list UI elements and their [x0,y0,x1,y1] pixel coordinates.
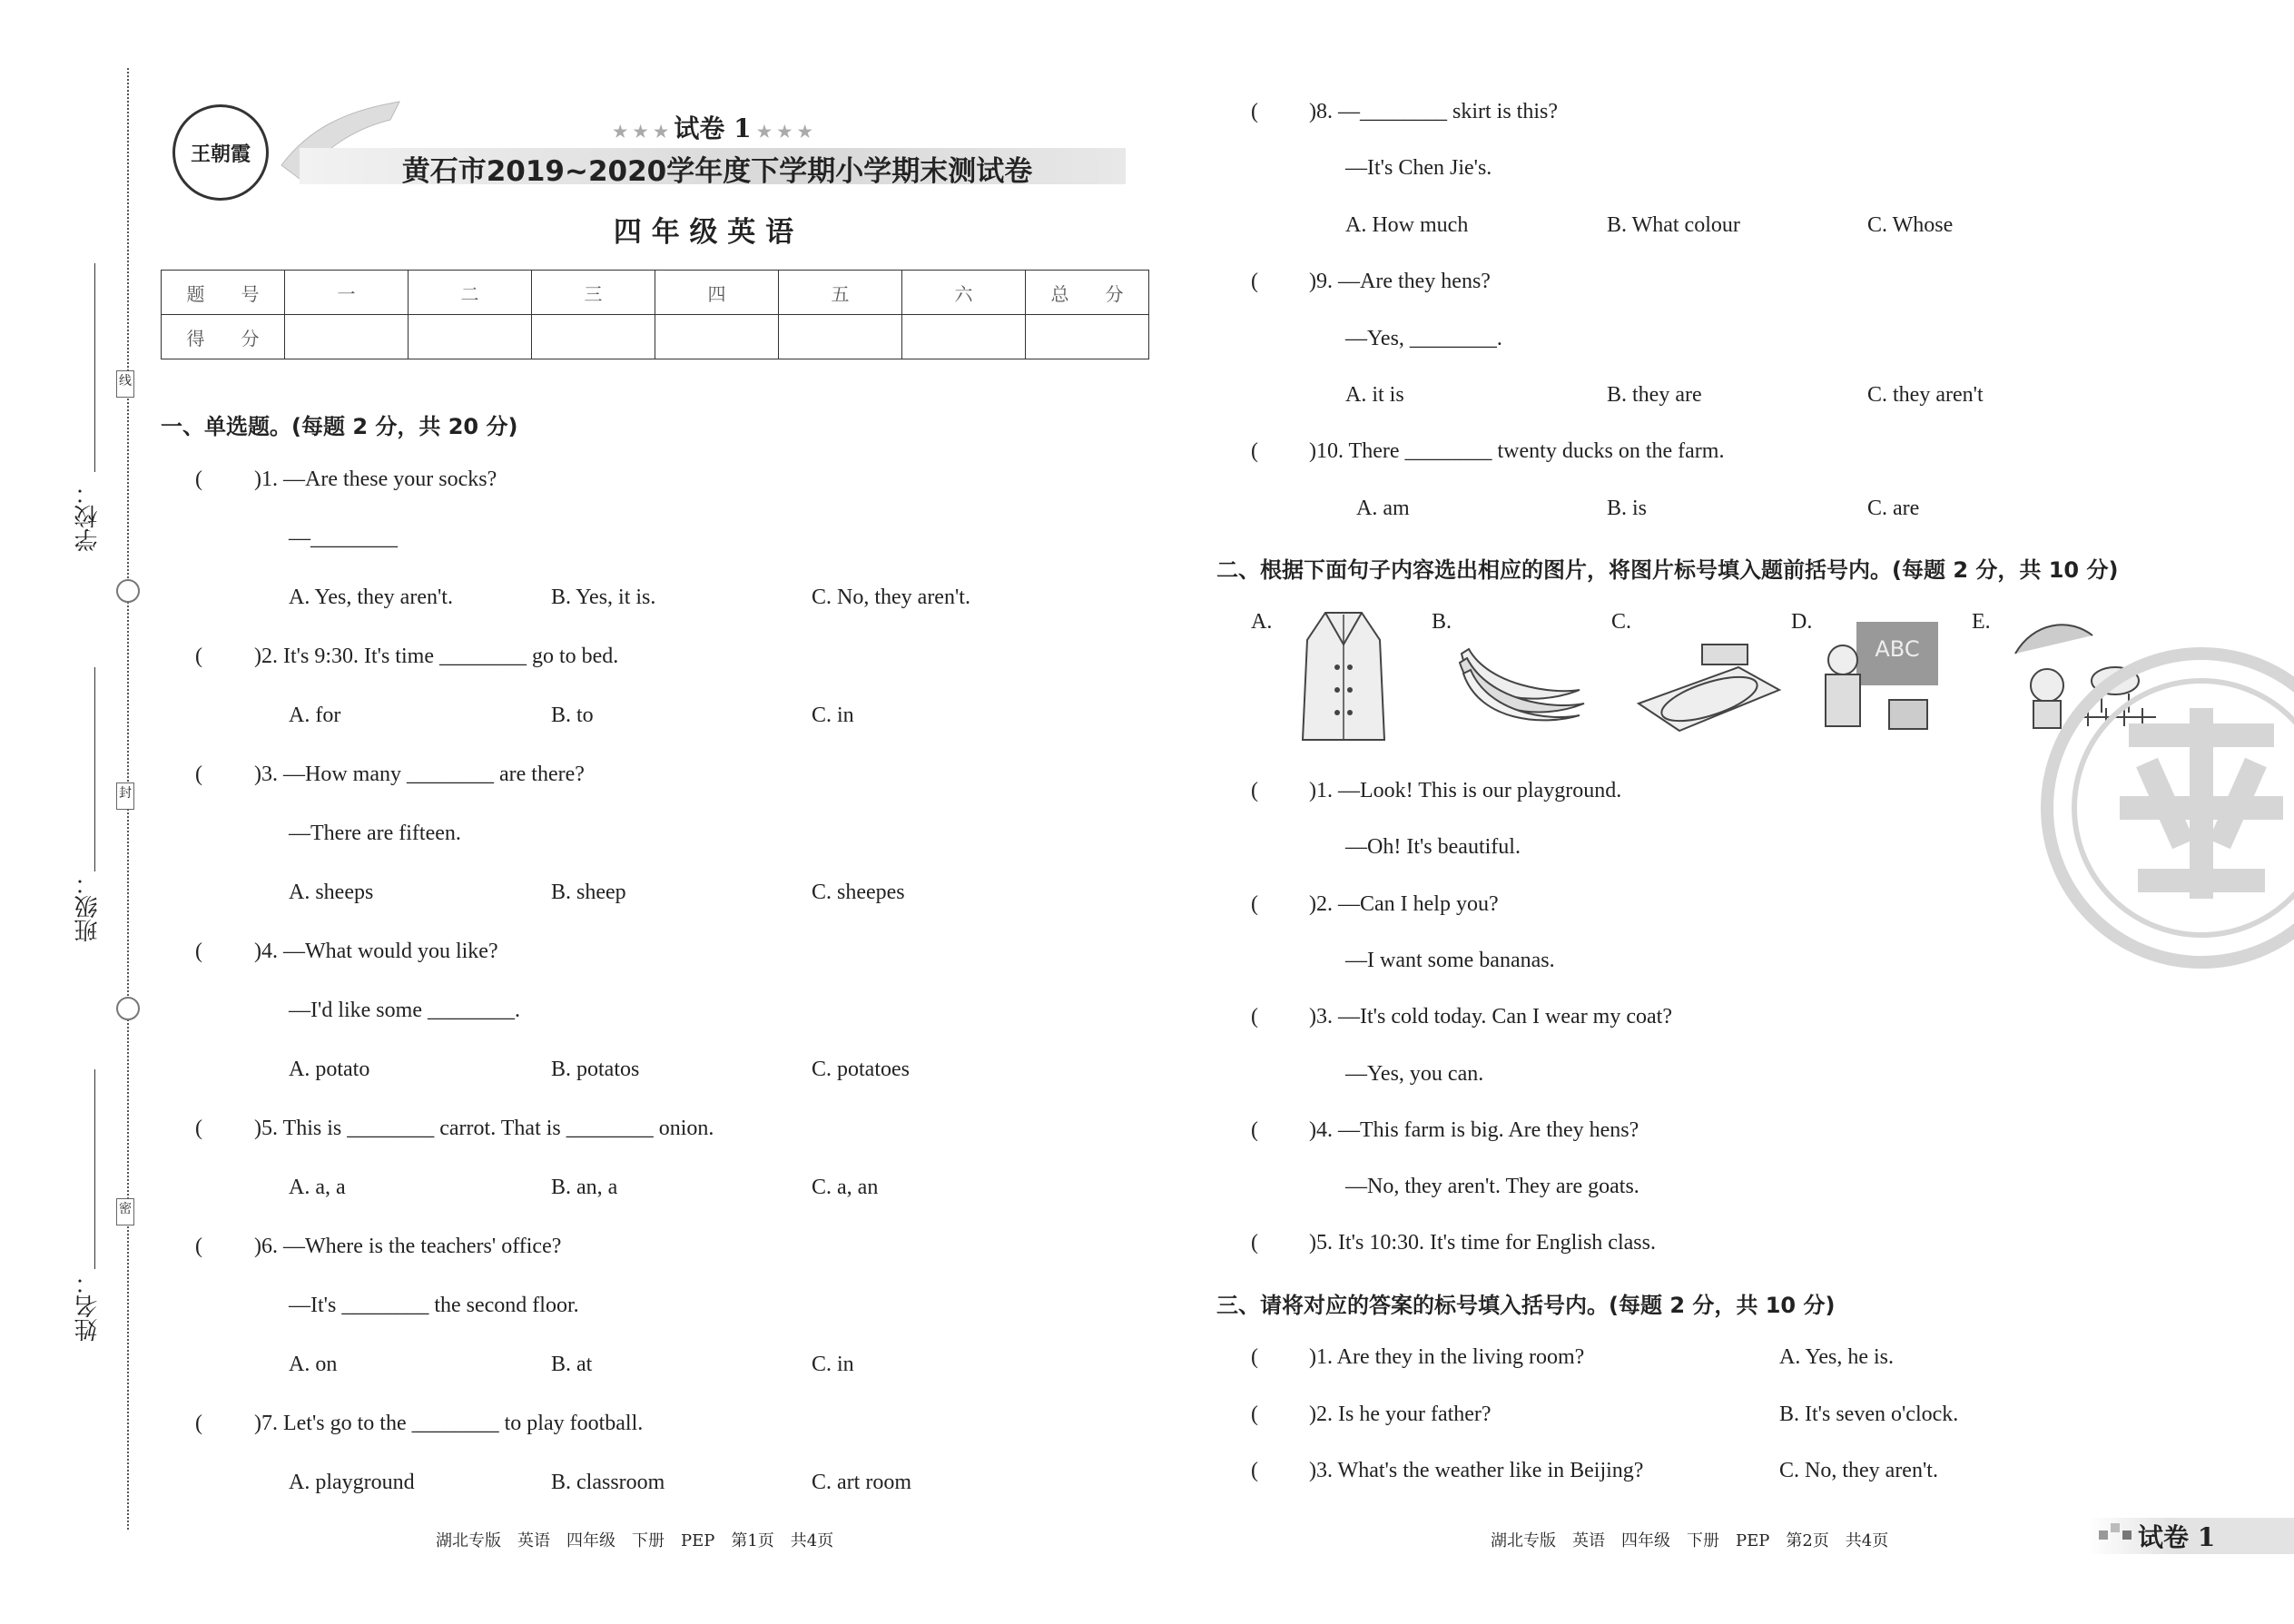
option-c: C. Whose [1867,213,1954,237]
option-a: A. on [289,1353,338,1376]
section1-title: 一、单选题。(每题 2 分，共 20 分) [161,414,518,439]
score-input[interactable] [779,315,902,359]
score-cell: 一 [285,271,409,315]
paper-tag-text: 试卷 1 [674,113,752,143]
question-line2: —It's ________ the second floor. [289,1294,579,1317]
option-a: A. playground [289,1471,415,1494]
answer-paren[interactable]: ( [1251,1345,1258,1369]
score-input[interactable] [532,315,655,359]
answer-paren[interactable]: ( [1251,779,1258,802]
footer-left: 湖北专版 英语 四年级 下册 PEP 第1页 共4页 [436,1531,834,1550]
playground-icon [1629,626,1784,735]
tag-square-icon [2111,1523,2120,1532]
picture-label: C. [1611,610,1632,634]
answer-paren[interactable]: ( [195,468,202,491]
answer-paren[interactable]: ( [195,763,202,786]
score-input[interactable] [655,315,779,359]
answer-paren[interactable]: ( [195,645,202,668]
score-cell: 题 号 [162,271,285,315]
score-cell: 四 [655,271,779,315]
question-line2: —________ [289,527,398,550]
option-c: C. a, an [812,1176,879,1199]
mark-secret: 密 [116,1198,134,1225]
answer-paren[interactable]: ( [1251,892,1258,916]
answer-paren[interactable]: ( [1251,1118,1258,1142]
option-c: C. in [812,1353,854,1376]
option-b: B. Yes, it is. [551,586,656,609]
secret-stamp-icon [2020,626,2294,989]
option-a: A. a, a [289,1176,346,1199]
option-b: B. they are [1607,383,1702,407]
question-stem: )5. It's 10:30. It's time for English class. [1309,1231,1656,1255]
student-figure [1888,699,1928,730]
answer-paren[interactable]: ( [1251,1231,1258,1255]
section2-title: 二、根据下面句子内容选出相应的图片，将图片标号填入题前括号内。(每题 2 分，共 10 分) [1216,557,2119,583]
question-line2: —I'd like some ________. [289,999,520,1022]
question-stem: )2. Is he your father? [1309,1403,1492,1426]
question-stem: )9. —Are they hens? [1309,270,1491,293]
footer-tag: 试卷 1 [2138,1522,2216,1552]
question-stem: )4. —This farm is big. Are they hens? [1309,1118,1639,1142]
mark-seal: 封 [116,782,134,810]
answer-paren[interactable]: ( [1251,270,1258,293]
option-c: C. they aren't [1867,383,1984,407]
answer-option: A. Yes, he is. [1779,1345,1895,1369]
option-a: A. am [1356,497,1410,520]
page-title: 黄石市2019~2020学年度下学期小学期末测试卷 [401,155,1033,188]
option-a: A. for [289,704,341,727]
question-line2: —It's Chen Jie's. [1345,156,1492,180]
question-stem: )6. —Where is the teachers' office? [254,1235,562,1258]
question-stem: )2. It's 9:30. It's time ________ go to bed. [254,645,619,668]
name-blank [94,1069,95,1269]
score-input[interactable] [902,315,1026,359]
class-label: 班级： [74,871,102,942]
section3-title: 三、请将对应的答案的标号填入括号内。(每题 2 分，共 10 分) [1216,1293,1836,1318]
question-line2: —Yes, you can. [1345,1062,1484,1086]
option-b: B. What colour [1607,213,1740,237]
score-table-header-row [162,271,1149,315]
question-line2: —Yes, ________. [1345,327,1502,350]
picture-label: E. [1972,610,1991,634]
school-blank [94,263,95,472]
score-cell: 六 [902,271,1026,315]
tag-square-icon [2122,1530,2132,1540]
option-a: A. sheeps [289,881,374,904]
option-b: B. potatos [551,1058,640,1081]
option-b: B. sheep [551,881,626,904]
question-stem: )1. —Are these your socks? [254,468,497,491]
option-b: B. classroom [551,1471,665,1494]
binding-hole-1 [116,579,140,603]
question-stem: )5. This is ________ carrot. That is ________ onion. [254,1117,714,1140]
score-table-score-row [162,315,1149,359]
question-stem: )4. —What would you like? [254,940,498,963]
answer-option: B. It's seven o'clock. [1779,1403,1959,1426]
binding-hole-2 [116,997,140,1020]
mark-line: 线 [116,370,134,398]
option-c: C. in [812,704,854,727]
option-a: A. Yes, they aren't. [289,586,453,609]
answer-paren[interactable]: ( [195,1412,202,1435]
teacher-body [1825,674,1861,727]
option-a: A. How much [1345,213,1469,237]
question-line2: —There are fifteen. [289,822,461,845]
question-stem: )3. What's the weather like in Beijing? [1309,1459,1644,1482]
question-stem: )3. —It's cold today. Can I wear my coat? [1309,1005,1672,1029]
question-stem: )3. —How many ________ are there? [254,763,585,786]
teacher-figure [1827,645,1858,675]
option-b: B. to [551,704,594,727]
option-a: A. it is [1345,383,1404,407]
page-subtitle: 四 年 级 英 语 [613,216,794,249]
picture-label: A. [1251,610,1273,634]
logo-text: 王朝霞 [190,142,251,166]
logo-seal [172,104,269,201]
option-c: C. potatoes [812,1058,910,1081]
question-stem: )2. —Can I help you? [1309,892,1499,916]
score-table [161,270,1149,359]
answer-paren[interactable]: ( [195,1235,202,1258]
answer-paren[interactable]: ( [1251,1459,1258,1482]
option-b: B. is [1607,497,1648,520]
answer-paren[interactable]: ( [1251,1403,1258,1426]
class-blank [94,667,95,871]
question-line2: —No, they aren't. They are goats. [1345,1175,1639,1198]
coat-icon [1294,604,1393,749]
answer-paren[interactable]: ( [1251,100,1258,123]
answer-paren[interactable]: ( [1251,439,1258,463]
option-a: A. potato [289,1058,370,1081]
tag-square-icon [2099,1530,2108,1540]
answer-paren[interactable]: ( [1251,1005,1258,1029]
footer-right: 湖北专版 英语 四年级 下册 PEP 第2页 共4页 [1491,1531,1889,1550]
score-input[interactable] [1026,315,1149,359]
score-input[interactable] [285,315,409,359]
question-stem: )1. Are they in the living room? [1309,1345,1585,1369]
score-input[interactable] [409,315,532,359]
name-label: 姓名： [74,1271,102,1342]
question-line2: —Oh! It's beautiful. [1345,835,1521,859]
paper-tag: ★ ★ ★ 试卷 1 ★ ★ ★ [613,113,812,143]
answer-paren[interactable]: ( [195,940,202,963]
score-cell: 得 分 [162,315,285,359]
bananas-icon [1452,635,1589,726]
question-stem: )8. —________ skirt is this? [1309,100,1558,123]
score-cell: 总 分 [1026,271,1149,315]
answer-paren[interactable]: ( [195,1117,202,1140]
english-class-icon [1820,617,1943,735]
question-line2: —I want some bananas. [1345,949,1555,972]
option-b: B. at [551,1353,593,1376]
score-cell: 五 [779,271,902,315]
picture-label: B. [1432,610,1452,634]
score-cell: 三 [532,271,655,315]
option-c: C. sheepes [812,881,905,904]
answer-option: C. No, they aren't. [1779,1459,1938,1482]
question-stem: )1. —Look! This is our playground. [1309,779,1622,802]
option-c: C. No, they aren't. [812,586,970,609]
question-stem: )7. Let's go to the ________ to play football. [254,1412,644,1435]
school-label: 学校： [74,481,102,552]
picture-label: D. [1791,610,1813,634]
blackboard-text: ABC [1856,622,1938,685]
option-c: C. are [1867,497,1920,520]
option-c: C. art room [812,1471,911,1494]
question-stem: )10. There ________ twenty ducks on the farm. [1309,439,1725,463]
score-cell: 二 [409,271,532,315]
option-b: B. an, a [551,1176,618,1199]
